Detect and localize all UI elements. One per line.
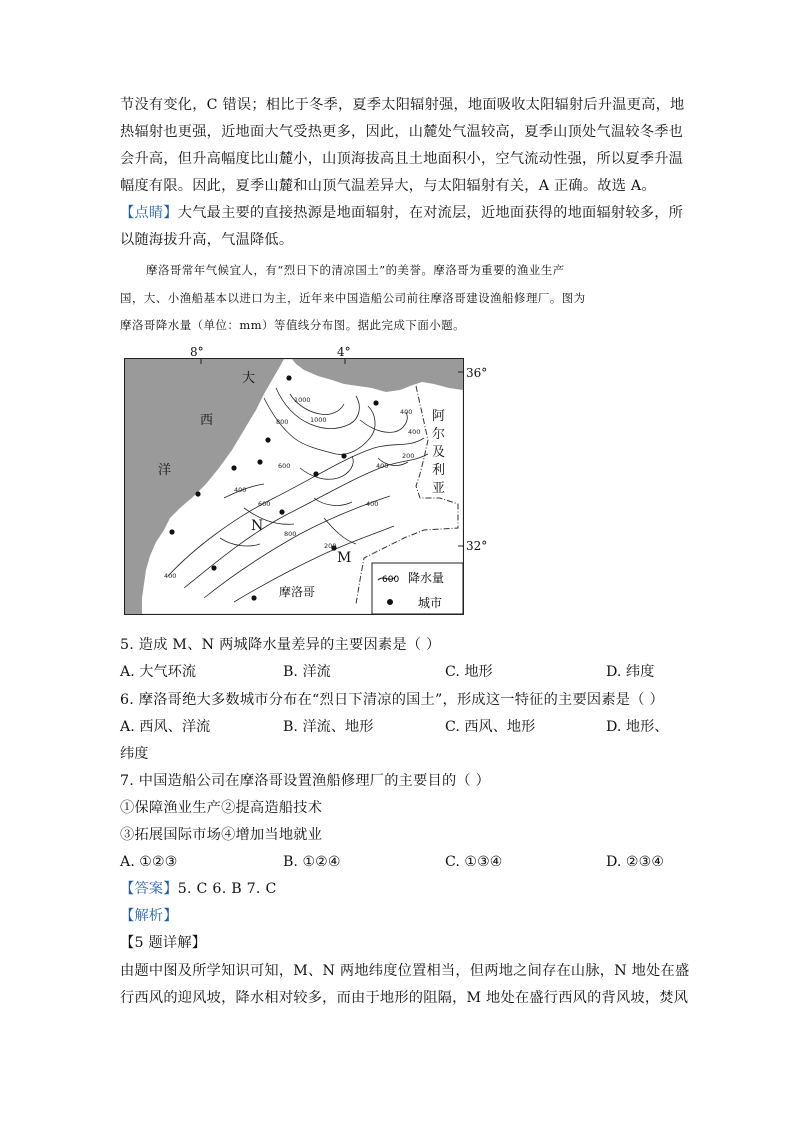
answer-text: 5. C 6. B 7. C: [177, 881, 277, 897]
lon-label-4: 4°: [337, 345, 351, 359]
country-label-algeria: 利: [432, 463, 446, 478]
tip-line: [120, 204, 684, 222]
isoline-label: 400: [376, 462, 389, 470]
city-dot: [279, 509, 284, 514]
intro-line: 摩洛哥常年气候宜人，有“烈日下的清凉国土”的美誉。摩洛哥为重要的渔业生产: [146, 263, 565, 277]
city-label-m: M: [337, 550, 352, 566]
q6-option-c[interactable]: C. 西风、地形: [445, 719, 536, 735]
answer-line: [120, 880, 668, 898]
city-dot: [373, 400, 378, 405]
country-label-algeria: 亚: [432, 481, 446, 496]
city-dot: [195, 491, 200, 496]
isoline-label: 1000: [294, 396, 311, 404]
ocean-label: 洋: [158, 463, 172, 478]
morocco-precipitation-map: [124, 358, 464, 615]
q5-option-c[interactable]: C. 地形: [445, 664, 493, 680]
question-6-stem: 6. 摩洛哥绝大多数城市分布在“烈日下清凉的国土”，形成这一特征的主要因素是（ ）: [120, 692, 664, 708]
question-7-stem: 7. 中国造船公司在摩洛哥设置渔船修理厂的主要目的（ ）: [120, 773, 491, 789]
q6-option-b[interactable]: B. 洋流、地形: [283, 719, 374, 735]
paragraph-line: 以随海拔升高，气温降低。: [120, 232, 294, 248]
paragraph-line: 节没有变化，C 错误；相比于冬季，夏季太阳辐射强，地面吸收太阳辐射后升温更高，地: [120, 97, 685, 113]
paragraph-line: 幅度有限。因此，夏季山麓和山顶气温差异大，与太阳辐射有关，A 正确。故选 A。: [120, 178, 656, 194]
legend-isoline-value: 600: [382, 575, 400, 585]
city-dot: [251, 595, 256, 600]
country-label-morocco: 摩洛哥: [279, 585, 316, 599]
city-dot: [265, 437, 270, 442]
tip-tag: 【点睛】: [120, 205, 178, 221]
isoline-label: 1000: [310, 416, 327, 424]
q6-option-a[interactable]: A. 西风、洋流: [120, 719, 211, 735]
answer-tag: 【答案】: [120, 881, 178, 897]
q7-option-a[interactable]: A. ①②③: [120, 854, 178, 870]
isoline-label: 800: [284, 530, 297, 538]
isoline-label: 200: [402, 452, 415, 460]
explanation-line: 由题中图及所学知识可知，M、N 两地纬度位置相当，但两地之间存在山脉，N 地处在盛: [120, 963, 690, 979]
city-dot: [313, 471, 318, 476]
ocean-label: 大: [242, 371, 256, 386]
q7-statements-1: ①保障渔业生产②提高造船技术: [120, 800, 323, 816]
q5-option-d[interactable]: D. 纬度: [606, 664, 655, 680]
city-dot: [211, 565, 216, 570]
city-dot: [257, 459, 262, 464]
lat-label-32: 32°: [466, 539, 488, 553]
country-label-algeria: 阿: [432, 409, 446, 424]
legend-city-symbol: [387, 599, 393, 605]
lat-label-36: 36°: [466, 366, 488, 380]
explanation-line: 行西风的迎风坡，降水相对较多，而由于地形的阻隔，M 地处在盛行西风的背风坡，焚风: [120, 990, 689, 1006]
legend-city-label: 城市: [418, 596, 443, 610]
isoline-label: 800: [276, 418, 289, 426]
q5-option-b[interactable]: B. 洋流: [283, 664, 331, 680]
isoline-label: 400: [164, 572, 177, 580]
country-label-algeria: 及: [432, 445, 446, 460]
city-dot: [341, 453, 346, 458]
ocean-label: 西: [200, 413, 214, 428]
isoline-label: 400: [366, 500, 379, 508]
q7-option-b[interactable]: B. ①②④: [283, 854, 341, 870]
isoline-label: 400: [234, 486, 247, 494]
tip-text: 大气最主要的直接热源是地面辐射，在对流层，近地面获得的地面辐射较多，所: [177, 205, 684, 221]
intro-line: 摩洛哥降水量（单位：mm）等值线分布图。据此完成下面小题。: [120, 318, 466, 332]
q5-detail-tag: 【5 题详解】: [120, 935, 207, 951]
legend-isoline-label: 降水量: [408, 571, 445, 585]
intro-line: 国，大、小渔船基本以进口为主，近年来中国造船公司前往摩洛哥建设渔船修理厂。图为: [120, 291, 586, 305]
isoline-label: 600: [258, 500, 271, 508]
isoline-label: 400: [408, 428, 421, 436]
q7-option-c[interactable]: C. ①③④: [445, 854, 503, 870]
city-dot: [231, 465, 236, 470]
isoline-label: 200: [324, 542, 337, 550]
lon-label-8: 8°: [190, 345, 204, 359]
isoline-label: 600: [278, 462, 291, 470]
isoline-label: 400: [400, 408, 413, 416]
city-dot: [169, 529, 174, 534]
q7-statements-2: ③拓展国际市场④增加当地就业: [120, 827, 323, 843]
paragraph-line: 会升高，但升高幅度比山麓小，山顶海拔高且土地面积小，空气流动性强，所以夏季升温: [120, 151, 684, 167]
city-dot: [286, 375, 291, 380]
q5-option-a[interactable]: A. 大气环流: [120, 664, 197, 680]
q6-option-d[interactable]: D. 地形、: [606, 719, 669, 735]
country-label-algeria: 尔: [432, 427, 446, 442]
city-label-n: N: [251, 518, 264, 534]
analysis-tag: 【解析】: [120, 908, 178, 924]
q7-option-d[interactable]: D. ②③④: [606, 854, 665, 870]
paragraph-line: 热辐射也更强，近地面大气受热更多，因此，山麓处气温较高，夏季山顶处气温较冬季也: [120, 124, 684, 140]
question-5-stem: 5. 造成 M、N 两城降水量差异的主要因素是（ ）: [120, 637, 441, 653]
q6-option-d-continued: 纬度: [120, 746, 149, 762]
map-legend: [372, 563, 463, 614]
